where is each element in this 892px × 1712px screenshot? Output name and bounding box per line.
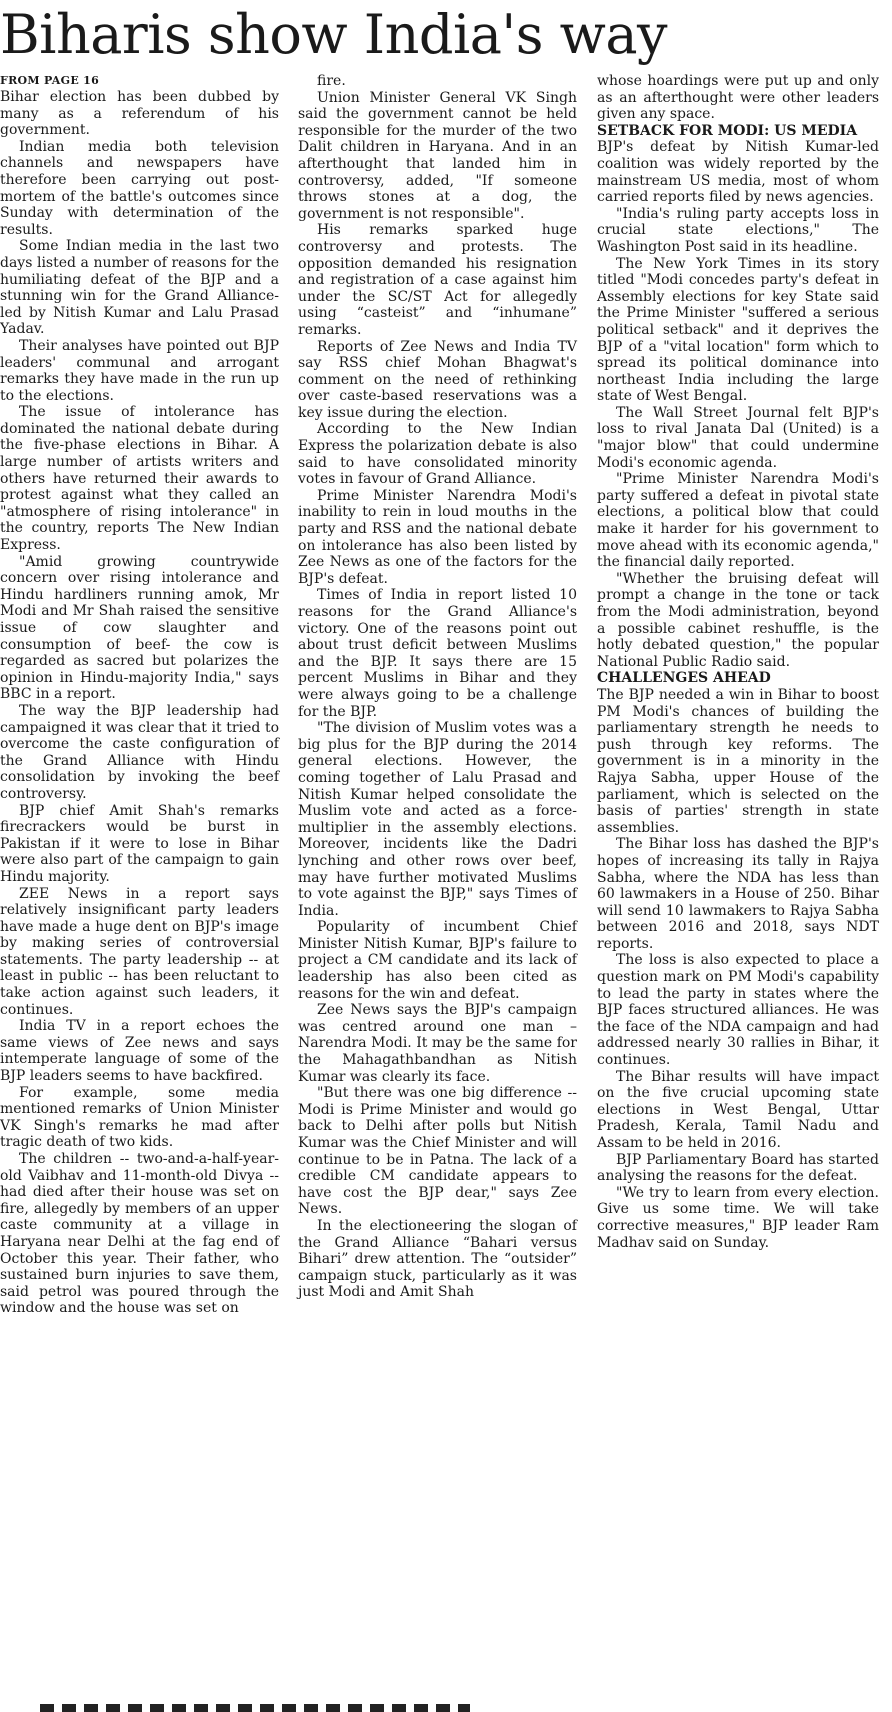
paragraph: Their analyses have pointed out BJP leaders' communal and arrogant remarks they have made in the run up to the elections. [0,337,279,404]
paragraph: His remarks sparked huge controversy and protests. The opposition demanded his resignation and registration of a case against him under the SC/ST Act for allegedly using “casteist” and “inhumane” remarks. [298,222,577,338]
paragraph: Union Minister General VK Singh said the government cannot be held responsible for the murder of the two Dalit children in Haryana. And in an afterthought that landed him in controversy, added, "If someone throws stones at a dog, the government is not responsible". [298,89,577,222]
paragraph: Bihar election has been dubbed by many as a referendum of his government. [0,89,279,139]
paragraph: whose hoardings were put up and only as an afterthought were other leaders given any space. [597,73,879,123]
paragraph: BJP chief Amit Shah's remarks firecrackers would be burst in Pakistan if it were to lose in Bihar were also part of the campaign to gain Hindu majority. [0,802,279,885]
article-column-3 [597,73,879,1251]
paragraph: Times of India in report listed 10 reasons for the Grand Alliance's victory. One of the reasons point out about trust deficit between Muslims and the BJP. It says there are 15 percent Muslims in Bihar and they were always going to be a challenge for the BJP. [298,587,577,720]
paragraph: According to the New Indian Express the polarization debate is also said to have consolidated minority votes in favour of Grand Alliance. [298,421,577,488]
paragraph: BJP Parliamentary Board has started analysing the reasons for the defeat. [597,1151,879,1185]
subheading-us-media: SETBACK FOR MODI: US MEDIA [597,122,858,139]
paragraph: The way the BJP leadership had campaigned it was clear that it tried to overcome the caste configuration of the Grand Alliance with Hindu consolidation by invoking the beef controversy. [0,702,279,802]
paragraph: "India's ruling party accepts loss in crucial state elections," The Washington Post said in its headline. [597,205,879,255]
paragraph: India TV in a report echoes the same views of Zee news and says intemperate language of some of the BJP leaders seems to have backfired. [0,1018,279,1085]
paragraph: Some Indian media in the last two days listed a number of reasons for the humiliating defeat of the BJP and a stunning win for the Grand Alliance-led by Nitish Kumar and Lalu Prasad Yadav. [0,238,279,338]
paragraph: The Bihar loss has dashed the BJP's hopes of increasing its tally in Rajya Sabha, where the NDA has less than 60 lawmakers in a House of 250. Bihar will send 10 lawmakers to Rajya Sabha between 2016 and 2018, says NDT reports. [597,836,879,952]
cropped-next-headline [0,1702,892,1712]
paragraph: The issue of intolerance has dominated the national debate during the five-phase elections in Bihar. A large number of artists writers and others have returned their awards to protest against what they called an "atmosphere of rising intolerance" in the country, reports The New Indian Express. [0,404,279,554]
paragraph: For example, some media mentioned remarks of Union Minister VK Singh's remarks he mad after tragic death of two kids. [0,1084,279,1151]
paragraph: The BJP needed a win in Bihar to boost PM Modi's chances of building the parliamentary strength he needs to push through key reforms. The government is in a minority in the Rajya Sabha, upper House of the parliament, which is selected on the basis of parties' strength in state assemblies. [597,686,879,836]
paragraph: BJP's defeat by Nitish Kumar-led coalition was widely reported by the mainstream US media, most of whom carried reports filed by news agencies. [597,139,879,206]
paragraph: Indian media both television channels and newspapers have therefore been carrying out post-mortem of the battle's outcomes since Sunday with determination of the results. [0,138,279,238]
paragraph: Zee News says the BJP's campaign was centred around one man – Narendra Modi. It may be the same for the Mahagathbandhan as Nitish Kumar was clearly its face. [298,1002,577,1085]
continuation-label: FROM PAGE 16 [0,74,100,87]
paragraph: The Bihar results will have impact on the five crucial upcoming state elections in West Bengal, Uttar Pradesh, Kerala, Tamil Nadu and Assam to be held in 2016. [597,1068,879,1151]
paragraph: "Amid growing countrywide concern over rising intolerance and Hindu hardliners running amok, Mr Modi and Mr Shah raised the sensitive issue of cow slaughter and consumption of beef- the cow is regarded as sacred but polarizes the opinion in Hindu-majority India," says BBC in a report. [0,553,279,703]
paragraph: In the electioneering the slogan of the Grand Alliance “Bahari versus Bihari” drew attention. The “outsider” campaign stuck, particularly as it was just Modi and Amit Shah [298,1217,577,1301]
paragraph: Prime Minister Narendra Modi's inability to rein in loud mouths in the party and RSS and the national debate on intolerance has also been listed by Zee News as one of the factors for the BJP's defeat. [298,487,577,587]
article-column-2 [298,73,577,1301]
paragraph: The children -- two-and-a-half-year-old Vaibhav and 11-month-old Divya -- had died after their house was set on fire, allegedly by members of an upper caste community at a village in Haryana near Delhi at the fag end of October this year. Their father, who sustained burn injuries to save them, said petrol was poured through the window and the house was set on [0,1151,279,1317]
paragraph: fire. [317,73,346,89]
paragraph: Reports of Zee News and India TV say RSS chief Mohan Bhagwat's comment on the need of rethinking over caste-based reservations was a key issue during the election. [298,338,577,421]
headline: Biharis show India's way [0,3,668,66]
paragraph: "The division of Muslim votes was a big plus for the BJP during the 2014 general elections. However, the coming together of Lalu Prasad and Nitish Kumar helped consolidate the Muslim vote and acted as a force-multiplier in the assembly elections. Moreover, incidents like the Dadri lynching and other rows over beef, may have further motivated Muslims to vote against the BJP," says Times of India. [298,720,577,919]
paragraph: "Prime Minister Narendra Modi's party suffered a defeat in pivotal state elections, a political blow that could make it harder for his government to move ahead with its economic agenda," the financial daily reported. [597,471,879,571]
paragraph: The loss is also expected to place a question mark on PM Modi's capability to lead the party in states where the BJP faces structured alliances. He was the face of the NDA campaign and had addressed nearly 30 rallies in Bihar, it continues. [597,952,879,1069]
paragraph: "Whether the bruising defeat will prompt a change in the tone or tack from the Modi administration, beyond a possible cabinet reshuffle, is the hotly debated question," the popular National Public Radio said. [597,570,879,670]
paragraph: "But there was one big difference -- Modi is Prime Minister and would go back to Delhi after polls but Nitish Kumar was the Chief Minister and will continue to be in Patna. The lack of a credible CM candidate appears to have cost the BJP dear," says Zee News. [298,1085,577,1218]
article-column-1 [0,73,279,1317]
subheading-challenges: CHALLENGES AHEAD [597,670,771,687]
paragraph: The New York Times in its story titled "Modi concedes party's defeat in Assembly elections for key State said the Prime Minister "suffered a serious political setback" and it deprives the BJP of a "vital location" form which to spread its political dominance into northeast India including the large state of West Bengal. [597,255,879,405]
paragraph: The Wall Street Journal felt BJP's loss to rival Janata Dal (United) is a "major blow" that could undermine Modi's economic agenda. [597,404,879,471]
paragraph: "We try to learn from every election. Give us some time. We will take corrective measures," BJP leader Ram Madhav said on Sunday. [597,1184,879,1251]
paragraph: Popularity of incumbent Chief Minister Nitish Kumar, BJP's failure to project a CM candidate and its lack of leadership has also been cited as reasons for the win and defeat. [298,919,577,1002]
paragraph: ZEE News in a report says relatively insignificant party leaders have made a huge dent on BJP's image by making series of controversial statements. The party leadership -- at least in public -- has been reluctant to take action against such leaders, it continues. [0,885,279,1018]
